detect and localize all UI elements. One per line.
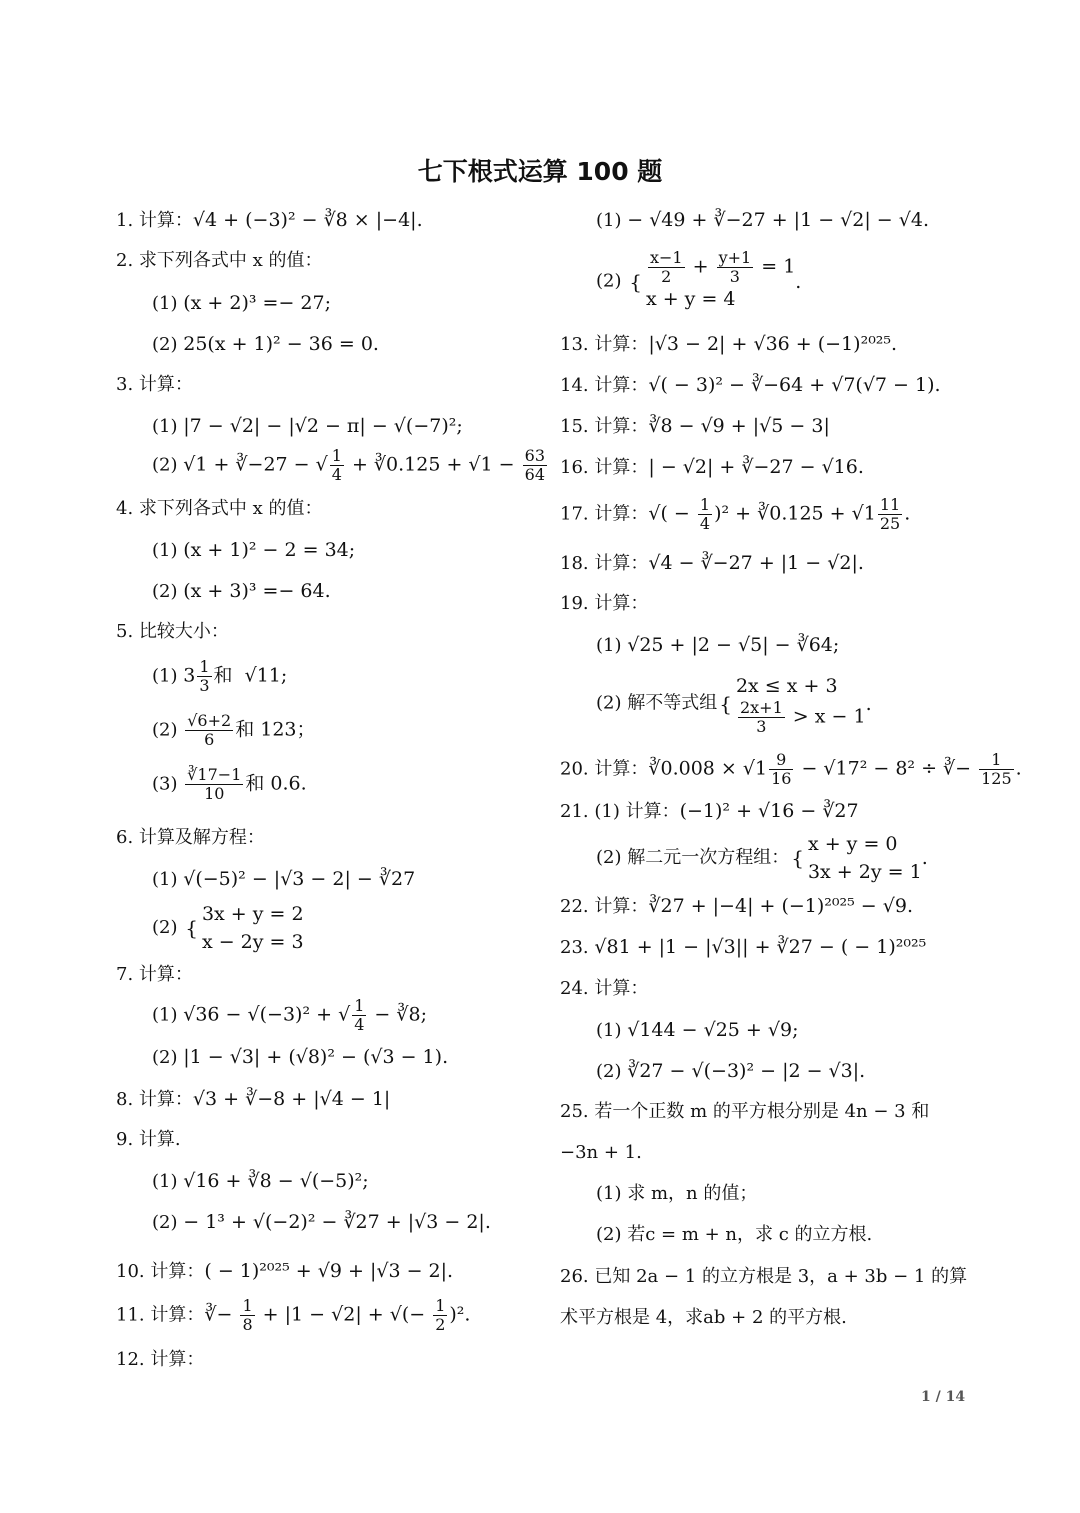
problem-10: 10. 计算：( − 1)²⁰²⁵ + √9 + |√3 − 2|. [116,1260,454,1282]
problem-9: 9. 计算. [116,1129,181,1150]
problem-24-2: (2) ∛27 − √(−3)² − |2 − √3|. [596,1060,866,1082]
problem-14: 14. 计算：√( − 3)² − ∛−64 + √7(√7 − 1). [560,374,941,396]
problem-19-2: (2) 解不等式组 { 2x ≤ x + 3 $\frac{2x+1}{3}$ > x − 1 . [596,675,872,736]
problem-6: 6. 计算及解方程： [116,827,265,848]
problem-5: 5. 比较大小： [116,621,229,642]
problem-4-1: (1) (x + 1)² − 2 = 34; [152,539,356,561]
problem-12-1: (1) − √49 + ∛−27 + |1 − √2| − √4. [596,209,929,231]
problem-6-1: (1) √(−5)² − |√3 − 2| − ∛27 [152,868,416,890]
problem-6-2: (2) { 3x + y = 2 x − 2y = 3 [152,903,304,953]
problem-25-cont: −3n + 1. [560,1142,642,1163]
problem-2-2: (2) 25(x + 1)² − 36 = 0. [152,333,379,355]
problem-5-1: (1) 3 $\frac{1}{3}$ 和 √11; [152,657,288,695]
problem-20: 20. 计算：∛0.008 × √1 $\frac{9}{16}$ − √17² − 8² ÷ ∛− $\frac{1}{125}$ . [560,750,1022,788]
problem-21: 21. (1) 计算：(−1)² + √16 − ∛27 [560,800,859,822]
problem-7: 7. 计算： [116,964,193,985]
problem-25-1: (1) 求 m，n 的值； [596,1183,758,1204]
problem-21-2: (2) 解二元一次方程组： { x + y = 0 3x + 2y = 1 . [596,833,928,883]
problem-9-2: (2) − 1³ + √(−2)² − ∛27 + |√3 − 2|. [152,1211,491,1233]
problem-7-1: (1) √36 − √(−3)² + √ $\frac{1}{4}$ − ∛8; [152,996,427,1034]
problem-17: 17. 计算：√( − $\frac{1}{4}$ )² + ∛0.125 + √1 $\frac{11}{25}$ . [560,495,911,533]
problem-11: 11. 计算：∛− $\frac{1}{8}$ + |1 − √2| + √(− $\frac{1}{2}$ )². [116,1296,471,1334]
problem-2-1: (1) (x + 2)³ =− 27; [152,292,331,314]
problem-22: 22. 计算：∛27 + |−4| + (−1)²⁰²⁵ − √9. [560,895,914,917]
problem-12: 12. 计算： [116,1349,205,1370]
problem-24-1: (1) √144 − √25 + √9; [596,1019,799,1041]
problem-26-cont: 术平方根是 4，求ab + 2 的平方根. [560,1307,847,1328]
problem-9-1: (1) √16 + ∛8 − √(−5)²; [152,1170,369,1192]
problem-25: 25. 若一个正数 m 的平方根分别是 4n − 3 和 [560,1101,930,1122]
problem-16: 16. 计算：| − √2| + ∛−27 − √16. [560,456,864,478]
problem-5-3: (3) $\frac{∛17-1}{10}$ 和 0.6. [152,765,307,803]
problem-4: 4. 求下列各式中 x 的值： [116,498,323,519]
problem-3: 3. 计算： [116,374,193,395]
problem-12-2: (2) { $\frac{x-1}{2}$ + $\frac{y+1}{3}$ = 1 x + y = 4 . [596,248,802,310]
problem-23: 23. √81 + |1 − |√3|| + ∛27 − ( − 1)²⁰²⁵ [560,936,927,958]
problem-13: 13. 计算：|√3 − 2| + √36 + (−1)²⁰²⁵. [560,333,898,355]
problem-19: 19. 计算： [560,593,649,614]
problem-15: 15. 计算：∛8 − √9 + |√5 − 3| [560,415,830,437]
page-number: 1 / 14 [921,1389,966,1405]
problem-24: 24. 计算： [560,978,649,999]
problem-3-2: (2) √1 + ∛−27 − √ $\frac{1}{4}$ + ∛0.125 + √1 − $\frac{63}{64}$ [152,446,545,484]
problem-8: 8. 计算：√3 + ∛−8 + |√4 − 1| [116,1088,391,1110]
problem-5-2: (2) $\frac{√6+2}{6}$ 和 123； [152,711,316,749]
problem-18: 18. 计算：√4 − ∛−27 + |1 − √2|. [560,552,864,574]
problem-1: 1. 计算：√4 + (−3)² − ∛8 × |−4|. [116,209,423,231]
problem-25-2: (2) 若c = m + n，求 c 的立方根. [596,1224,873,1245]
page-title: 七下根式运算 100 题 [417,157,663,186]
problem-3-1: (1) |7 − √2| − |√2 − π| − √(−7)²; [152,415,463,437]
problem-26: 26. 已知 2a − 1 的立方根是 3，a + 3b − 1 的算 [560,1266,968,1287]
problem-19-1: (1) √25 + |2 − √5| − ∛64; [596,634,840,656]
problem-7-2: (2) |1 − √3| + (√8)² − (√3 − 1). [152,1046,449,1068]
problem-4-2: (2) (x + 3)³ =− 64. [152,580,331,602]
problem-2: 2. 求下列各式中 x 的值： [116,250,323,271]
